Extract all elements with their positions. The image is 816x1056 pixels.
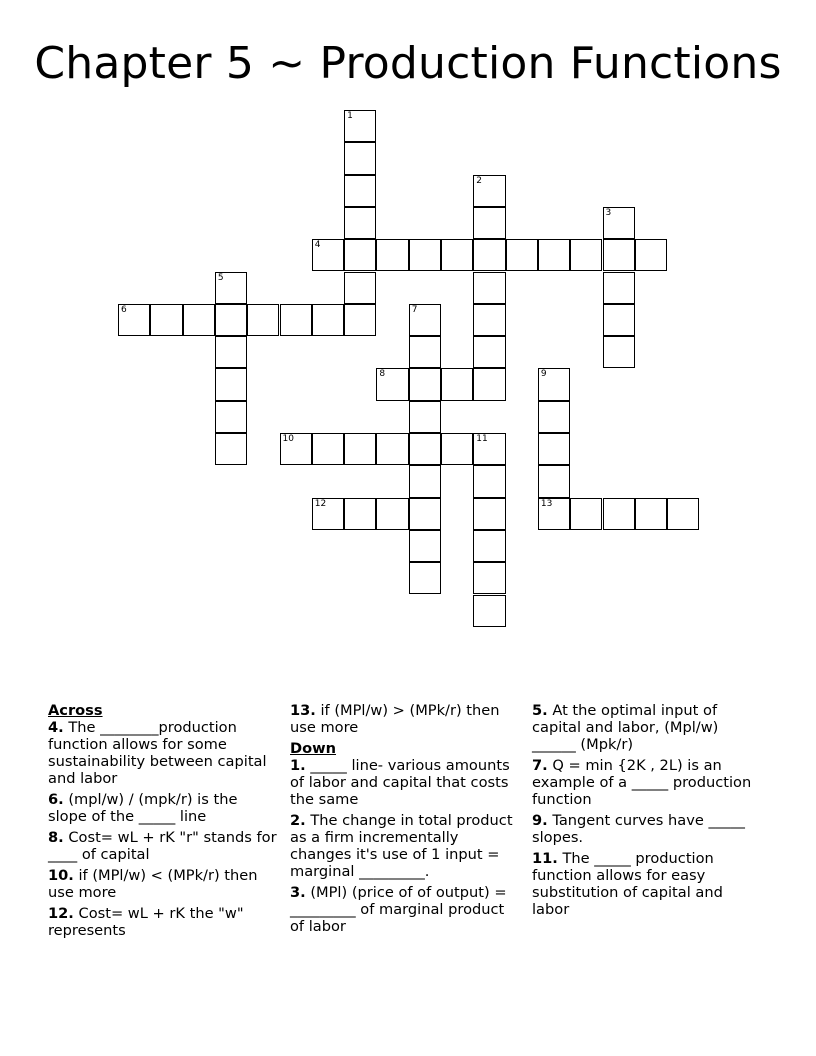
grid-cell[interactable]: [344, 433, 376, 465]
grid-cell[interactable]: [635, 239, 667, 271]
grid-cell[interactable]: [409, 433, 441, 465]
grid-cell[interactable]: [376, 368, 408, 400]
grid-cell[interactable]: [441, 433, 473, 465]
clue-number: 12: [314, 498, 327, 509]
grid-cell[interactable]: [344, 304, 376, 336]
grid-cell[interactable]: [473, 530, 505, 562]
grid-cell[interactable]: [215, 433, 247, 465]
grid-cell[interactable]: [473, 336, 505, 368]
clue-number: 1: [347, 111, 353, 121]
grid-cell[interactable]: [344, 239, 376, 271]
grid-cell[interactable]: [280, 433, 312, 465]
grid-cell[interactable]: [441, 368, 473, 400]
clue-number: 4: [314, 240, 321, 251]
grid-cell[interactable]: [409, 530, 441, 562]
clue-across-6: 6. (mpl/w) / (mpk/r) is the slope of the _____ line: [48, 791, 238, 825]
clue-down-3: 3. (MPl) (price of of output) = _________ of marginal product of labor: [290, 884, 507, 935]
clue-across-13: 13. if (MPl/w) > (MPk/r) then use more: [290, 702, 500, 736]
clue-across-10: 10. if (MPl/w) < (MPk/r) then use more: [48, 867, 258, 901]
clue-number: 8: [379, 369, 386, 380]
grid-cell[interactable]: [473, 562, 505, 594]
grid-cell[interactable]: [280, 304, 312, 336]
grid-cell[interactable]: [506, 239, 538, 271]
clue-down-7: 7. Q = min {2K , 2L) is an example of a _____ production function: [532, 757, 752, 808]
grid-cell[interactable]: [538, 498, 570, 530]
clues-column-1: [48, 702, 280, 943]
clue-across-4: 4. The ________production function allows for some sustainability between capital and labor: [48, 719, 267, 787]
clue-number: 13: [540, 498, 553, 509]
grid-cell[interactable]: [538, 239, 570, 271]
clue-number: 10: [282, 434, 294, 444]
grid-cell[interactable]: [473, 207, 505, 239]
grid-cell[interactable]: [409, 239, 441, 271]
clue-number: 2: [476, 175, 483, 186]
clue-number: 11: [476, 434, 488, 444]
grid-cell[interactable]: [603, 336, 635, 368]
grid-cell[interactable]: [441, 239, 473, 271]
clue-across-12: 12. Cost= wL + rK the "w" represents: [48, 905, 244, 939]
clue-number: 5: [217, 272, 224, 283]
grid-cell[interactable]: [538, 433, 570, 465]
grid-cell[interactable]: [473, 368, 505, 400]
grid-cell[interactable]: [538, 401, 570, 433]
grid-cell[interactable]: [344, 498, 376, 530]
across-heading: Across: [48, 702, 103, 719]
grid-cell[interactable]: [473, 498, 505, 530]
clue-down-2: 2. The change in total product as a firm incrementally changes it's use of 1 input = marginal _________.: [290, 812, 513, 880]
grid-cell[interactable]: [409, 336, 441, 368]
grid-cell[interactable]: [376, 239, 408, 271]
grid-cell[interactable]: [312, 498, 344, 530]
grid-cell[interactable]: [603, 304, 635, 336]
grid-cell[interactable]: [538, 368, 570, 400]
clue-number: 7: [411, 304, 418, 315]
grid-cell[interactable]: [409, 401, 441, 433]
grid-cell[interactable]: [376, 433, 408, 465]
grid-cell[interactable]: [570, 239, 602, 271]
clue-down-9: 9. Tangent curves have _____ slopes.: [532, 812, 745, 846]
grid-cell[interactable]: [344, 142, 376, 174]
grid-cell[interactable]: [409, 304, 441, 336]
grid-cell[interactable]: [215, 336, 247, 368]
clue-number: 6: [121, 304, 127, 315]
grid-cell[interactable]: [473, 465, 505, 497]
grid-cell[interactable]: [215, 401, 247, 433]
grid-cell[interactable]: [409, 498, 441, 530]
grid-cell[interactable]: [603, 239, 635, 271]
grid-cell[interactable]: [667, 498, 699, 530]
grid-cell[interactable]: [215, 304, 247, 336]
grid-cell[interactable]: [312, 433, 344, 465]
grid-cell[interactable]: [473, 433, 505, 465]
grid-cell[interactable]: [603, 207, 635, 239]
grid-cell[interactable]: [118, 304, 150, 336]
clue-down-5: 5. At the optimal input of capital and labor, (Mpl/w) ______ (Mpk/r): [532, 702, 719, 753]
clues-column-3: [532, 702, 764, 922]
grid-cell[interactable]: [473, 595, 505, 627]
grid-cell[interactable]: [150, 304, 182, 336]
grid-cell[interactable]: [570, 498, 602, 530]
grid-cell[interactable]: [538, 465, 570, 497]
grid-cell[interactable]: [376, 498, 408, 530]
clue-number: 9: [540, 369, 547, 380]
grid-cell[interactable]: [344, 272, 376, 304]
clue-down-11: 11. The _____ production function allows for easy substitution of capital and labor: [532, 850, 723, 918]
grid-cell[interactable]: [215, 368, 247, 400]
grid-cell[interactable]: [344, 207, 376, 239]
grid-cell[interactable]: [409, 562, 441, 594]
grid-cell[interactable]: [409, 465, 441, 497]
clue-number: 3: [605, 207, 612, 218]
clue-down-1: 1. _____ line- various amounts of labor and capital that costs the same: [290, 757, 510, 808]
grid-cell[interactable]: [215, 272, 247, 304]
grid-cell[interactable]: [183, 304, 215, 336]
grid-cell[interactable]: [312, 239, 344, 271]
grid-cell[interactable]: [473, 304, 505, 336]
grid-cell[interactable]: [473, 175, 505, 207]
grid-cell[interactable]: [312, 304, 344, 336]
clues-column-2: [290, 702, 522, 939]
grid-cell[interactable]: [409, 368, 441, 400]
grid-cell[interactable]: [635, 498, 667, 530]
grid-cell[interactable]: [344, 175, 376, 207]
page-title: Chapter 5 ~ Production Functions: [34, 38, 782, 89]
down-heading: Down: [290, 740, 337, 757]
grid-cell[interactable]: [603, 498, 635, 530]
clue-across-8: 8. Cost= wL + rK "r" stands for ____ of capital: [48, 829, 277, 863]
grid-cell[interactable]: [603, 272, 635, 304]
grid-cell[interactable]: [344, 110, 376, 142]
grid-cell[interactable]: [247, 304, 279, 336]
grid-cell[interactable]: [473, 272, 505, 304]
grid-cell[interactable]: [473, 239, 505, 271]
